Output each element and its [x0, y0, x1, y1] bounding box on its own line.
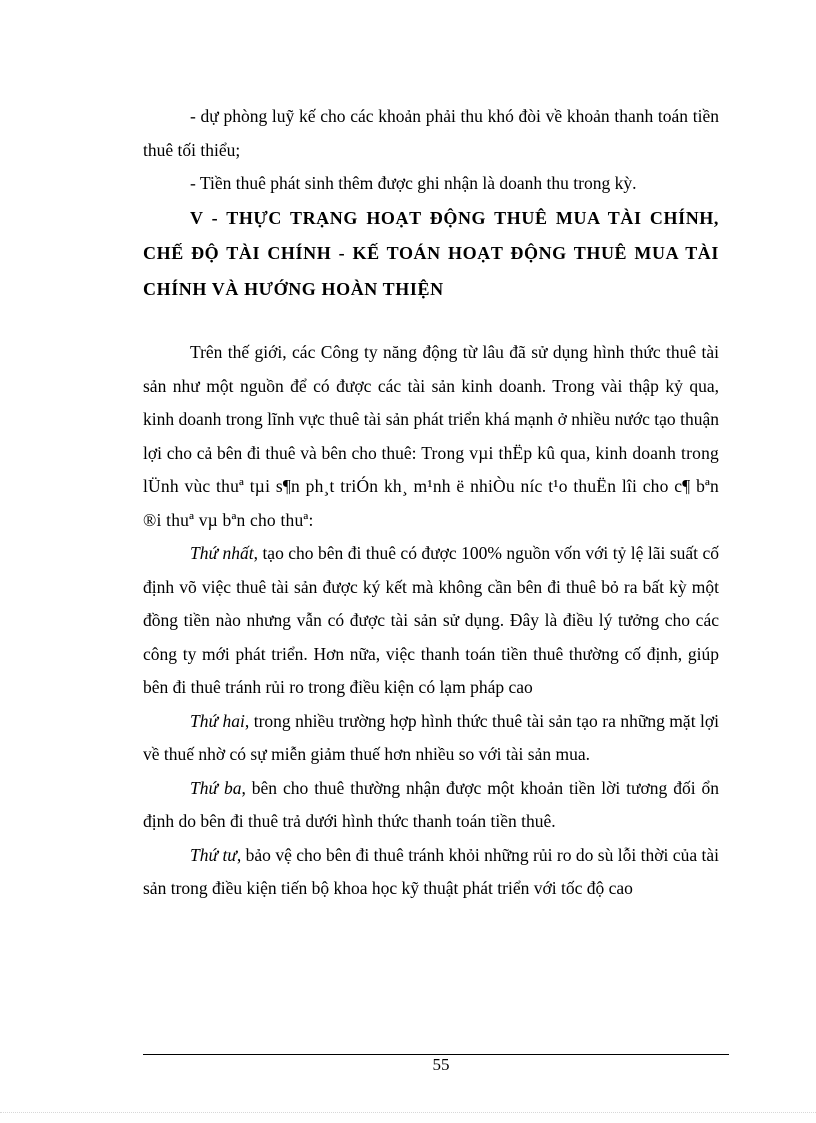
- point-second-label: Thứ hai: [190, 710, 245, 731]
- point-fourth: [143, 839, 719, 906]
- point-third: [143, 772, 719, 839]
- intro-line-2: - Tiền thuê phát sinh thêm được ghi nhận là doanh thu trong kỳ.: [190, 173, 637, 193]
- point-first-label: Thứ nhất: [190, 543, 254, 563]
- intro-line-1: - dự phòng luỹ kế cho các khoản phải thu khó đòi về khoản thanh toán tiền thuê tối thiểu;: [143, 106, 719, 160]
- point-fourth-text: , bảo vệ cho bên đi thuê tránh khỏi những rủi ro do sù lỗi thời của tài sản trong điều kiện tiến bộ khoa học kỹ thuật phát triển với tốc độ cao: [143, 844, 720, 898]
- point-second-text: , trong nhiều trường hợp hình thức thuê tài sản tạo ra những mặt lợi về thuế nhờ có sự miễn giảm thuế hơn nhiều so với tài sản mua.: [143, 710, 720, 764]
- section-heading: V - THỰC TRẠNG HOẠT ĐỘNG THUÊ MUA TÀI CHÍNH, CHẾ ĐỘ TÀI CHÍNH - KẾ TOÁN HOẠT ĐỘNG THUÊ MUA TÀI CHÍNH VÀ HƯỚNG HOÀN THIỆN: [143, 207, 719, 299]
- paragraph-intro-garbled-text: Trong vµi thËp kû qua, kinh doanh trong lÜnh vùc thuª tµi s¶n ph¸t triÓn kh¸ m¹nh ë nhiÒu níc t¹o thuËn lîi cho c¶ bªn ®i thuª vµ bªn cho thuª:: [143, 442, 719, 530]
- page-edge-divider: [0, 1112, 816, 1113]
- point-third-label: Thứ ba: [190, 777, 242, 798]
- point-fourth-label: Thứ tư: [190, 844, 237, 865]
- point-third-text: , bên cho thuê thường nhận được một khoản tiền lời tương đối ổn định do bên đi thuê trả dưới hình thức thanh toán tiền thuê.: [143, 777, 719, 831]
- paragraph-intro: [143, 336, 719, 537]
- point-first: [143, 537, 719, 705]
- page-number: 55: [432, 1055, 450, 1074]
- point-first-text: , tạo cho bên đi thuê có được 100% nguồn vốn với tỷ lệ lãi suất cố định võ việc thuê tài sản được ký kết mà không cần bên đi thuê bỏ ra bất kỳ một đồng tiền nào nhưng vẫn có được tài sản sử dụng. Đây là điều lý tưởng cho các công ty mới phát triển. Hơn nữa, việc thanh toán tiền thuê thường cố định, giúp bên đi thuê tránh rủi ro trong điều kiện có lạm pháp cao: [143, 543, 719, 697]
- paragraph-intro-text: Trên thế giới, các Công ty năng động từ lâu đã sử dụng hình thức thuê tài sản như một nguồn để có được các tài sản kinh doanh. Trong vài thập kỷ qua, kinh doanh trong lĩnh vực thuê tài sản phát triển khá mạnh ở nhiều nước tạo thuận lợi cho cả bên đi thuê và bên cho thuê:: [143, 342, 719, 463]
- point-second: [143, 705, 719, 772]
- spacer: [143, 307, 719, 336]
- page-body: [143, 100, 719, 906]
